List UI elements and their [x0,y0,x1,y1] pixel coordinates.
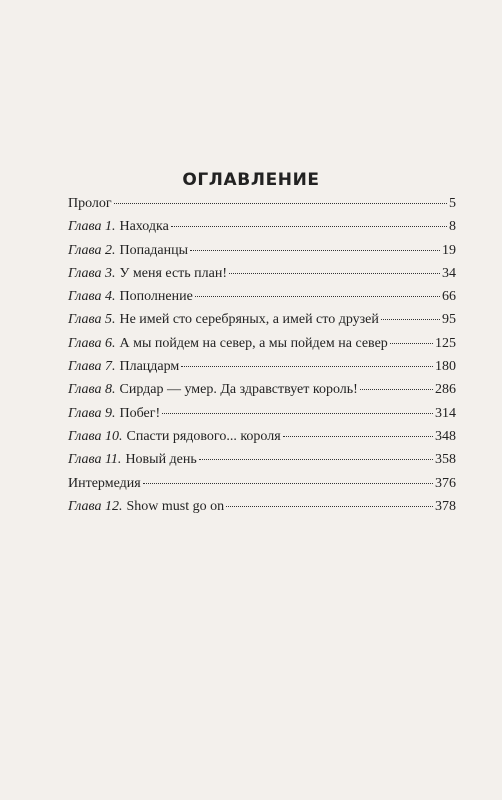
dot-leader [143,483,433,484]
toc-chapter-label: Глава 1. [68,219,116,235]
toc-chapter-label: Глава 9. [68,405,116,421]
toc-chapter-title: Находка [119,219,169,235]
dot-leader [195,296,440,297]
toc-chapter-title: Show must go on [126,498,225,514]
toc-chapter-label: Глава 3. [68,265,116,281]
toc-entry [68,266,456,289]
dot-leader [229,273,440,274]
toc-entry [68,476,456,499]
toc-chapter-label: Глава 4. [68,289,116,305]
toc-page-number: 358 [435,452,456,468]
toc-entry [68,382,456,405]
toc-list [68,196,456,522]
toc-chapter-label: Глава 2. [68,242,116,258]
toc-entry [68,243,456,266]
dot-leader [390,343,433,344]
toc-entry [68,406,456,429]
toc-entry [68,429,456,452]
toc-chapter-title: Новый день [125,452,197,468]
dot-leader [283,436,433,437]
dot-leader [226,506,433,507]
toc-page-number: 125 [435,335,456,351]
dot-leader [199,459,433,460]
toc-chapter-label: Глава 7. [68,359,116,375]
toc-chapter-title: Пролог [68,196,112,211]
dot-leader [162,413,433,414]
toc-chapter-title: Интермедия [68,475,141,491]
toc-heading: ОГЛАВЛЕНИЕ [182,170,320,190]
toc-entry [68,336,456,359]
toc-entry [68,219,456,242]
dot-leader [360,389,433,390]
toc-chapter-label: Глава 8. [68,382,116,398]
toc-entry [68,312,456,335]
toc-entry [68,499,456,522]
toc-page-number: 180 [435,359,456,375]
toc-entry [68,452,456,475]
toc-page-number: 66 [442,289,456,305]
toc-chapter-title: Попаданцы [119,242,189,258]
toc-chapter-label: Глава 6. [68,335,116,351]
toc-chapter-title: А мы пойдем на север, а мы пойдем на север [119,335,388,351]
toc-page-number: 376 [435,475,456,491]
toc-chapter-title: Не имей сто серебряных, а имей сто друзей [119,312,379,328]
toc-page-number: 286 [435,382,456,398]
toc-chapter-title: Пополнение [119,289,193,305]
dot-leader [381,319,440,320]
toc-entry [68,289,456,312]
toc-page-number: 8 [449,219,456,235]
toc-page-number: 378 [435,498,456,514]
toc-chapter-title: У меня есть план! [119,265,228,281]
toc-chapter-title: Сирдар — умер. Да здравствует король! [119,382,358,398]
dot-leader [190,250,440,251]
toc-chapter-label: Глава 5. [68,312,116,328]
toc-chapter-label: Глава 12. [68,498,123,514]
toc-page-number: 34 [442,265,456,281]
toc-page-number: 348 [435,428,456,444]
dot-leader [114,203,447,204]
toc-page-number: 95 [442,312,456,328]
toc-chapter-title: Плацдарм [119,359,180,375]
toc-page-number: 5 [449,196,456,211]
dot-leader [171,226,447,227]
toc-entry [68,359,456,382]
toc-chapter-title: Спасти рядового... короля [126,428,281,444]
toc-page-number: 19 [442,242,456,258]
toc-entry [68,196,456,219]
toc-chapter-label: Глава 10. [68,428,123,444]
toc-chapter-label: Глава 11. [68,452,122,468]
toc-page-number: 314 [435,405,456,421]
toc-chapter-title: Побег! [119,405,161,421]
dot-leader [181,366,433,367]
